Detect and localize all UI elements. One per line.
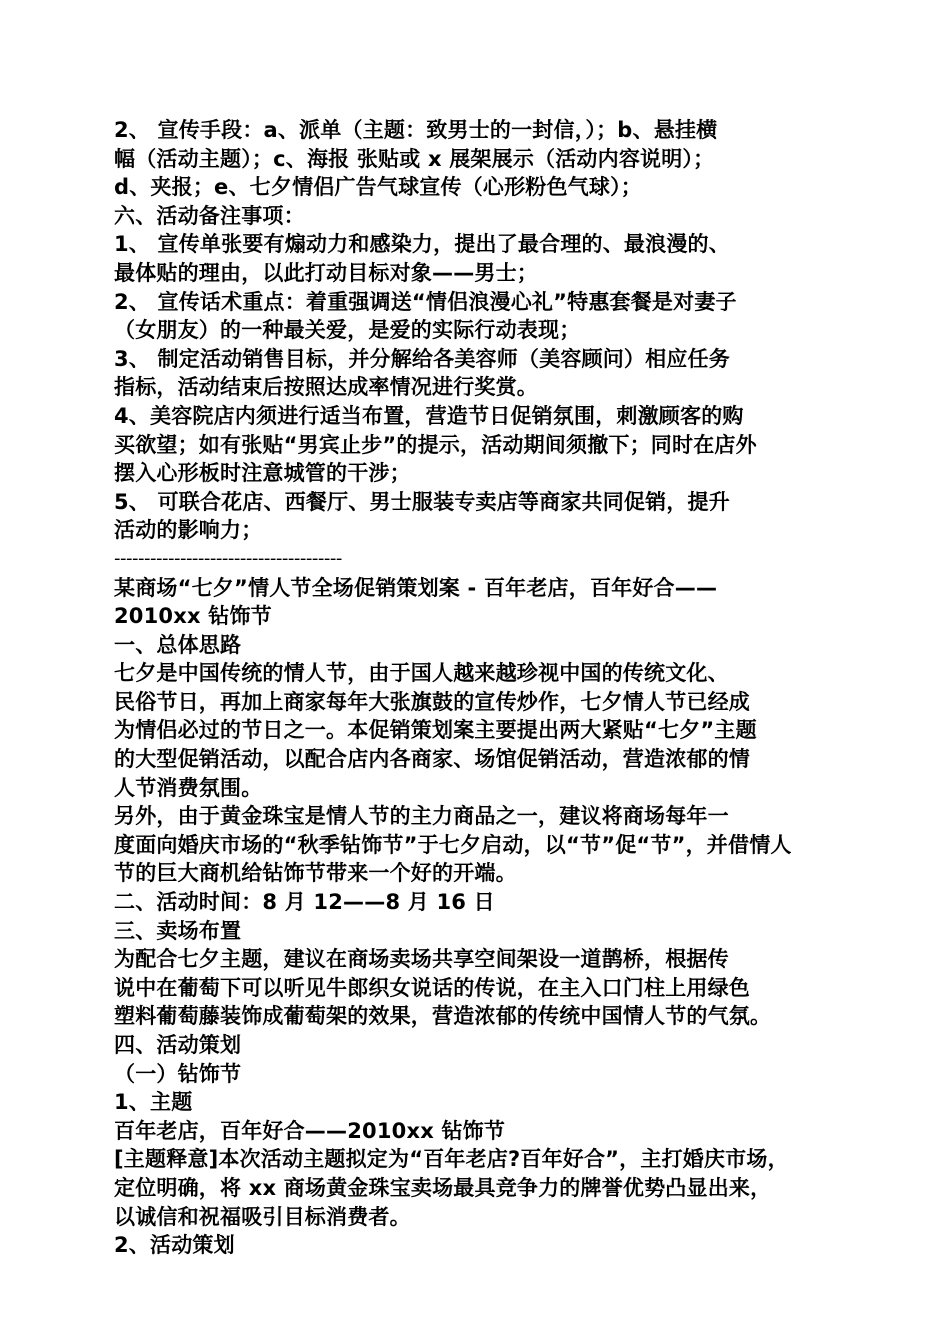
text-line: 一、总体思路 (114, 632, 242, 657)
text-line: 买欲望；如有张贴“男宾止步”的提示，活动期间须撤下；同时在店外 (114, 432, 757, 457)
text-line: 四、活动策划 (114, 1033, 242, 1057)
text-line: （一）钻饰节 (114, 1061, 242, 1086)
text-line: 的大型促销活动，以配合店内各商家、场馆促销活动，营造浓郁的情 (114, 747, 750, 772)
text-line: 5、 可联合花店、西餐厅、男士服装专卖店等商家共同促销，提升 (114, 489, 730, 514)
document-body (114, 116, 854, 1260)
text-line: 为情侣必过的节日之一。本促销策划案主要提出两大紧贴“七夕”主题 (114, 718, 757, 743)
text-line: 2、 宣传话术重点：着重强调送“情侣浪漫心礼”特惠套餐是对妻子 (114, 289, 737, 314)
text-line: 百年老店，百年好合——2010xx 钻饰节 (114, 1118, 506, 1143)
text-line: 六、活动备注事项： (114, 203, 305, 228)
text-line: 幅（活动主题）；c、海报 张贴或 x 展架展示（活动内容说明）； (114, 146, 715, 171)
text-line: d、夹报；e、七夕情侣广告气球宣传（心形粉色气球）； (114, 175, 642, 200)
text-line: 节的巨大商机给钻饰节带来一个好的开端。 (114, 861, 517, 886)
text-line: 度面向婚庆市场的“秋季钻饰节”于七夕启动，以“节”促“节”，并借情人 (114, 832, 792, 857)
text-line: （女朋友）的一种最关爱，是爱的实际行动表现； (114, 318, 581, 343)
text-line: 2010xx 钻饰节 (114, 604, 272, 629)
text-line: 1、主题 (114, 1090, 193, 1115)
text-line: 摆入心形板时注意城管的干涉； (114, 461, 411, 486)
text-line: 另外，由于黄金珠宝是情人节的主力商品之一，建议将商场每年一 (114, 804, 729, 829)
text-line: [主题释意]本次活动主题拟定为“百年老店?百年好合”，主打婚庆市场， (114, 1147, 789, 1172)
text-line: 活动的影响力； (114, 518, 263, 543)
text-line: 人节消费氛围。 (114, 775, 263, 800)
text-line: 以诚信和祝福吸引目标消费者。 (114, 1204, 411, 1229)
text-line: 2、 宣传手段：a、派单（主题：致男士的一封信，）；b、悬挂横 (114, 118, 718, 142)
text-line: 为配合七夕主题，建议在商场卖场共享空间架设一道鹊桥，根据传 (114, 947, 729, 972)
text-line: 三、卖场布置 (114, 918, 242, 943)
text-line: 七夕是中国传统的情人节，由于国人越来越珍视中国的传统文化、 (114, 661, 729, 686)
text-line: 3、 制定活动销售目标，并分解给各美容师（美容顾问）相应任务 (114, 346, 730, 371)
text-line: 民俗节日，再加上商家每年大张旗鼓的宣传炒作，七夕情人节已经成 (114, 689, 750, 714)
text-line: 说中在葡萄下可以听见牛郎织女说话的传说，在主入口门柱上用绿色 (114, 975, 750, 1000)
section-divider: -------------------------------------- (114, 547, 342, 569)
text-line: 1、 宣传单张要有煽动力和感染力，提出了最合理的、最浪漫的、 (114, 232, 730, 257)
text-line: 某商场“七夕”情人节全场促销策划案 - 百年老店，百年好合—— (114, 575, 718, 600)
text-line: 定位明确，将 xx 商场黄金珠宝卖场最具竞争力的牌誉优势凸显出来， (114, 1175, 772, 1200)
text-line: 4、美容院店内须进行适当布置，营造节日促销氛围，刺激顾客的购 (114, 403, 744, 428)
text-line: 指标，活动结束后按照达成率情况进行奖赏。 (114, 375, 538, 400)
text-line: 2、活动策划 (114, 1233, 235, 1258)
text-line: 塑料葡萄藤装饰成葡萄架的效果，营造浓郁的传统中国情人节的气氛。 (114, 1004, 772, 1029)
text-line: 最体贴的理由，以此打动目标对象——男士； (114, 260, 538, 285)
text-line: 二、活动时间：8 月 12——8 月 16 日 (114, 890, 495, 915)
